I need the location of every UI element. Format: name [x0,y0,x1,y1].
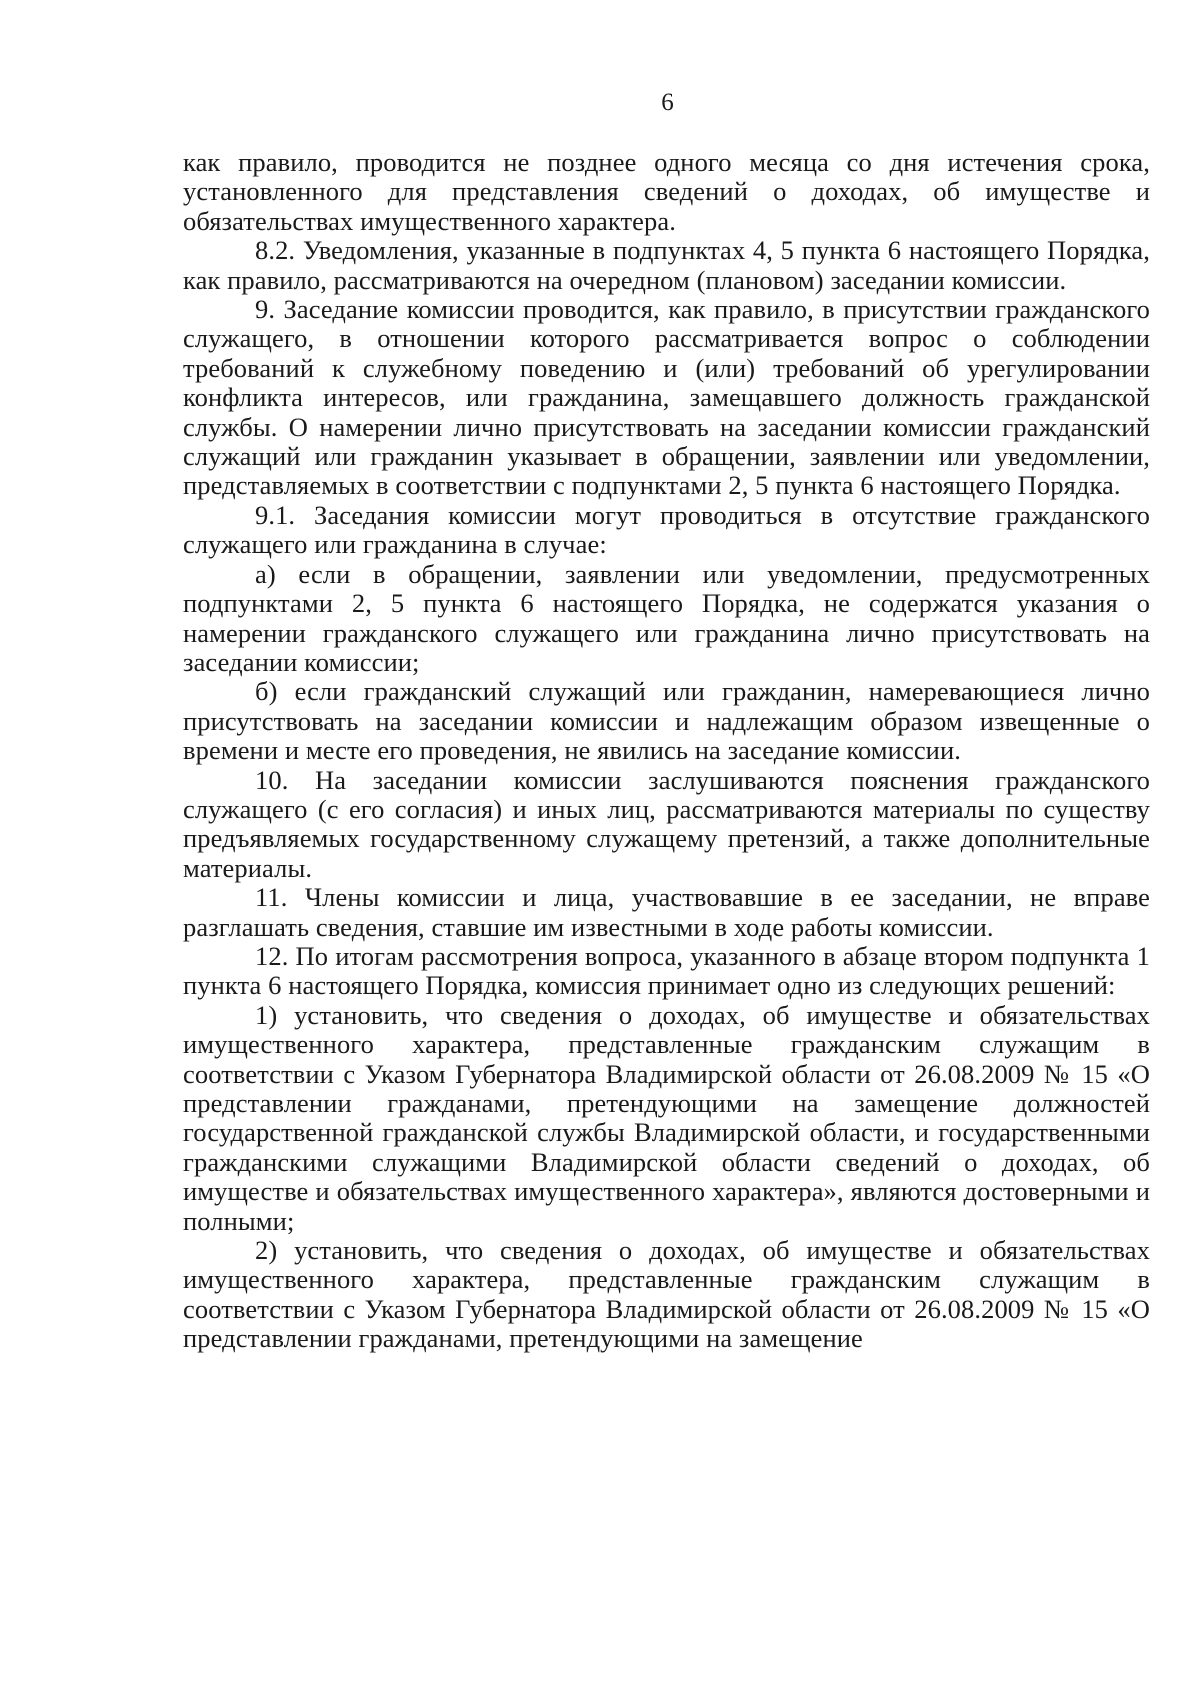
paragraph-10: 10. На заседании комиссии заслушиваются пояснения гражданского служащего (с его согласия) и иных лиц, рассматриваются материалы по существу предъявляемых государственному служащему претензий, а также дополнительные материалы. [183,764,1150,883]
paragraph-9-1-b: б) если гражданский служащий или гражданин, намеревающиеся лично присутствовать на заседании комиссии и надлежащим образом извещенные о времени и месте его проведения, не явились на заседание комиссии. [183,676,1150,766]
paragraph-8-2: 8.2. Уведомления, указанные в подпунктах 4, 5 пункта 6 настоящего Порядка, как правило, рассматриваются на очередном (плановом) заседании комиссии. [183,235,1150,295]
paragraph-12-1: 1) установить, что сведения о доходах, об имуществе и обязательствах имущественного характера, представленные гражданским служащим в соответствии с Указом Губернатора Владимирской области от 26.08.2009 № 15 «О представлении гражданами, претендующими на замещение должностей государственной гражданской службы Владимирской области, и государственными гражданскими служащими Владимирской области сведений о доходах, об имуществе и обязательствах имущественного характера», являются достоверными и полными; [183,999,1150,1236]
paragraph-9: 9. Заседание комиссии проводится, как правило, в присутствии гражданского служащего, в отношении которого рассматривается вопрос о соблюдении требований к служебному поведению и (или) требований об урегулировании конфликта интересов, или гражданина, замещавшего должность гражданской службы. О намерении лично присутствовать на заседании комиссии гражданский служащий или гражданин указывает в обращении, заявлении или уведомлении, представляемых в соответствии с подпунктами 2, 5 пункта 6 настоящего Порядка. [183,294,1150,501]
paragraph-continuation: как правило, проводится не позднее одного месяца со дня истечения срока, установленного для представления сведений о доходах, об имуществе и обязательствах имущественного характера. [183,147,1150,236]
paragraph-12-2: 2) установить, что сведения о доходах, об имуществе и обязательствах имущественного характера, представленные гражданским служащим в соответствии с Указом Губернатора Владимирской области от 26.08.2009 № 15 «О представлении гражданами, претендующими на замещение [183,1235,1150,1354]
paragraph-9-1: 9.1. Заседания комиссии могут проводиться в отсутствие гражданского служащего или гражданина в случае: [183,499,1150,560]
paragraph-11: 11. Члены комиссии и лица, участвовавшие в ее заседании, не вправе разглашать сведения, ставшие им известными в ходе работы комиссии. [183,882,1150,942]
document-body [183,148,1150,1354]
paragraph-9-1-a: а) если в обращении, заявлении или уведомлении, предусмотренных подпунктами 2, 5 пункта 6 настоящего Порядка, не содержатся указания о намерении гражданского служащего или гражданина лично присутствовать на заседании комиссии; [183,558,1150,677]
page-number: 6 [661,89,674,116]
paragraph-12: 12. По итогам рассмотрения вопроса, указанного в абзаце втором подпункта 1 пункта 6 настоящего Порядка, комиссия принимает одно из следующих решений: [183,940,1150,1001]
